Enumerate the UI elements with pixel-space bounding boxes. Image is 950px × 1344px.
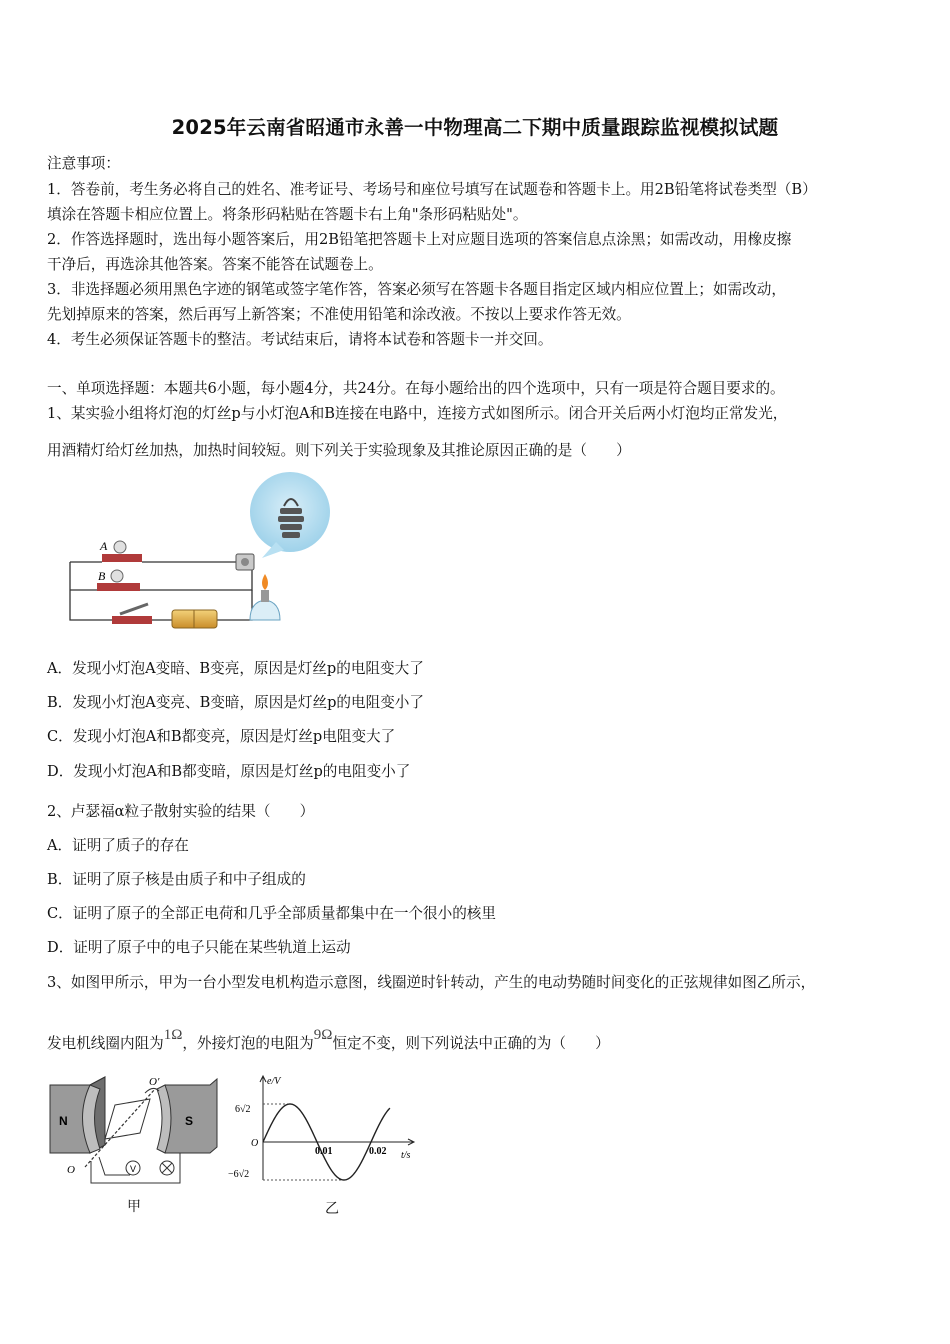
notice-line: 先划掉原来的答案，然后再写上新答案；不准使用铅笔和涂改液。不按以上要求作答无效。 [47, 306, 631, 323]
label-b: B [98, 569, 106, 583]
notice-line: 干净后，再选涂其他答案。答案不能答在试题卷上。 [47, 256, 383, 273]
notice-heading: 注意事项： [47, 155, 120, 172]
label-a: A [100, 539, 108, 553]
label-s: S [185, 1114, 194, 1128]
q3-text-b: ，外接灯泡的电阻为 [182, 1035, 314, 1052]
q3-text-c: 恒定不变，则下列说法中正确的为（ ） [332, 1035, 610, 1052]
voltmeter-label: V [130, 1164, 137, 1174]
question-1-stem-cont: 用酒精灯给灯丝加热，加热时间较短。则下列关于实验现象及其推论原因正确的是（ ） [47, 442, 631, 459]
question-2-stem: 2、卢瑟福α粒子散射实验的结果（ ） [47, 803, 315, 820]
lamp-resistance: 9Ω [313, 1027, 333, 1043]
internal-resistance: 1Ω [163, 1027, 183, 1043]
origin-label: O [251, 1138, 259, 1149]
filament-holder [236, 554, 254, 570]
battery [172, 610, 217, 628]
notice-line: 4．考生必须保证答题卡的整洁。考试结束后，请将本试卷和答题卡一并交回。 [47, 331, 553, 348]
q2-option-c[interactable]: C．证明了原子的全部正电荷和几乎全部质量都集中在一个很小的核里 [47, 905, 496, 922]
emf-chart [225, 1072, 425, 1197]
q1-option-b[interactable]: B．发现小灯泡A变亮、B变暗，原因是灯丝p的电阻变小了 [47, 694, 424, 711]
notice-line: 3．非选择题必须用黑色字迹的钢笔或签字笔作答，答案必须写在答题卡各题目指定区域内相应位置上；如需改动， [47, 281, 786, 298]
notice-line: 2．作答选择题时，选出每小题答案后，用2B铅笔把答题卡上对应题目选项的答案信息点涂黑；如需改动，用橡皮擦 [47, 231, 792, 248]
caption-jia: 甲 [127, 1199, 141, 1215]
x-label: t/s [401, 1150, 411, 1161]
caption-yi: 乙 [325, 1201, 339, 1217]
tick-label-min: −6√2 [228, 1169, 250, 1180]
label-o-prime: O′ [149, 1076, 160, 1088]
bulb-b [97, 569, 140, 591]
notice-line: 1．答卷前，考生务必将自己的姓名、准考证号、考场号和座位号填写在试题卷和答题卡上。用2B铅笔将试卷类型（B） [47, 181, 817, 198]
notice-line: 填涂在答题卡相应位置上。将条形码粘贴在答题卡右上角"条形码粘贴处"。 [47, 206, 528, 223]
section-heading: 一、单项选择题：本题共6小题，每小题4分，共24分。在每小题给出的四个选项中，只有一项是符合题目要求的。 [47, 380, 785, 397]
y-label: e/V [267, 1076, 281, 1087]
q2-option-d[interactable]: D．证明了原子中的电子只能在某些轨道上运动 [47, 939, 351, 956]
magnified-filament [250, 472, 330, 558]
question-3-stem-cont [47, 1027, 610, 1053]
label-n: N [59, 1114, 68, 1128]
bulb-a [99, 539, 142, 562]
q2-option-b[interactable]: B．证明了原子核是由质子和中子组成的 [47, 871, 306, 888]
q1-option-c[interactable]: C．发现小灯泡A和B都变亮，原因是灯丝p电阻变大了 [47, 728, 396, 745]
page-title: 2025年云南省昭通市永善一中物理高二下期中质量跟踪监视模拟试题 [171, 116, 779, 139]
label-o: O [67, 1164, 75, 1176]
q1-option-d[interactable]: D．发现小灯泡A和B都变暗，原因是灯丝p的电阻变小了 [47, 763, 411, 780]
q1-option-a[interactable]: A．发现小灯泡A变暗、B变亮，原因是灯丝p的电阻变大了 [47, 660, 424, 677]
tick-label-t1: 0.01 [315, 1146, 333, 1157]
external-circuit [91, 1153, 180, 1183]
magnet-s [157, 1079, 217, 1153]
question-3-stem: 3、如图甲所示，甲为一台小型发电机构造示意图，线圈逆时针转动，产生的电动势随时间变化的正弦规律如图乙所示， [47, 974, 816, 991]
question-1-stem: 1、某实验小组将灯泡的灯丝p与小灯泡A和B连接在电路中，连接方式如图所示。闭合开关后两小灯泡均正常发光， [47, 405, 788, 422]
generator-figure [45, 1075, 225, 1190]
q3-text-a: 发电机线圈内阻为 [47, 1035, 164, 1052]
circuit-figure [62, 470, 352, 635]
tick-label-t2: 0.02 [369, 1146, 387, 1157]
alcohol-lamp [250, 574, 280, 620]
magnet-n [50, 1077, 105, 1153]
tick-label-max: 6√2 [235, 1104, 251, 1115]
q2-option-a[interactable]: A．证明了质子的存在 [47, 837, 189, 854]
switch [112, 604, 152, 624]
